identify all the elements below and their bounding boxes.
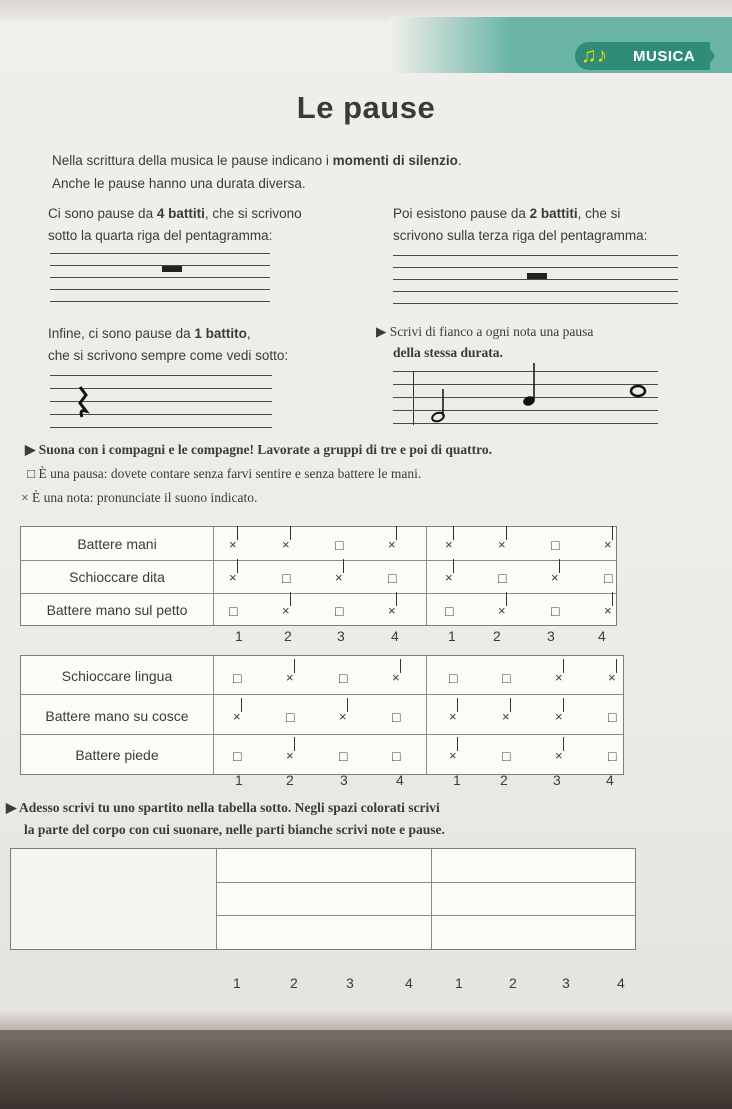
half-rest-symbol	[527, 273, 547, 279]
note-x-icon: ×	[551, 570, 559, 585]
rest-box-icon: □	[282, 570, 291, 586]
staff-2-beat-rest	[393, 255, 678, 305]
quarter-note	[521, 361, 541, 411]
beat-number: 1	[448, 628, 456, 644]
staff-4-beat-rest	[50, 253, 270, 305]
beat-number: 2	[500, 772, 508, 788]
beat-number: 3	[547, 628, 555, 644]
beat-number: 2	[509, 975, 517, 991]
instruction-1: ▶ Suona con i compagni e le compagne! Lavorate a gruppi di tre e poi di quattro.	[25, 442, 493, 457]
note-x-icon: ×	[449, 709, 457, 724]
note-x-icon: ×	[449, 748, 457, 763]
table2-row-label: Schioccare lingua	[61, 668, 173, 684]
section-badge	[575, 42, 710, 70]
beat-number: 2	[284, 628, 292, 644]
note-x-icon: ×	[555, 748, 563, 763]
beat-number: 2	[493, 628, 501, 644]
left-para-1: Ci sono pause da 4 battiti, che si scrivono	[48, 206, 302, 221]
table1-row-label: Battere mano sul petto	[46, 602, 188, 618]
rest-box-icon: □	[335, 603, 344, 619]
note-x-icon: ×	[282, 537, 290, 552]
beat-number: 3	[346, 975, 354, 991]
note-x-icon: ×	[388, 537, 396, 552]
beat-number: 4	[606, 772, 614, 788]
staff-1-beat-rest	[50, 375, 272, 429]
badge-arrow	[705, 42, 715, 70]
rhythm-table-1	[20, 526, 617, 626]
note-x-icon: ×	[282, 603, 290, 618]
rest-box-icon: □	[233, 670, 242, 686]
beat-number: 1	[235, 628, 243, 644]
note-x-icon: ×	[555, 670, 563, 685]
beat-number: 4	[598, 628, 606, 644]
beat-number: 2	[286, 772, 294, 788]
note-x-icon: ×	[555, 709, 563, 724]
rest-box-icon: □	[608, 709, 617, 725]
rest-box-icon: □	[498, 570, 507, 586]
whole-rest-symbol	[162, 266, 182, 272]
table1-row-label: Battere mani	[77, 536, 157, 552]
final-instruction-1: ▶ Adesso scrivi tu uno spartito nella tabella sotto. Negli spazi colorati scrivi	[6, 800, 440, 815]
intro-line-2: Anche le pause hanno una durata diversa.	[52, 176, 306, 191]
left-para-2: sotto la quarta riga del pentagramma:	[48, 228, 273, 243]
rest-box-icon: □	[502, 748, 511, 764]
rest-box-icon: □	[233, 748, 242, 764]
left-para-3: Infine, ci sono pause da 1 battito,	[48, 326, 251, 341]
beat-number: 3	[337, 628, 345, 644]
instruction-3: × È una nota: pronunciate il suono indicato.	[21, 490, 258, 505]
beat-number: 3	[340, 772, 348, 788]
staff-exercise	[393, 371, 658, 425]
note-x-icon: ×	[498, 603, 506, 618]
beat-number: 1	[455, 975, 463, 991]
note-x-icon: ×	[392, 670, 400, 685]
rest-box-icon: □	[392, 709, 401, 725]
rest-box-icon: □	[392, 748, 401, 764]
note-x-icon: ×	[339, 709, 347, 724]
right-para-1: Poi esistono pause da 2 battiti, che si	[393, 206, 621, 221]
intro-line-1: Nella scrittura della musica le pause indicano i momenti di silenzio.	[52, 153, 462, 168]
rest-box-icon: □	[551, 537, 560, 553]
whole-note	[629, 384, 647, 398]
note-x-icon: ×	[233, 709, 241, 724]
music-notes-icon: ♫♪	[581, 44, 608, 67]
note-x-icon: ×	[229, 570, 237, 585]
left-para-4: che si scrivono sempre come vedi sotto:	[48, 348, 289, 363]
empty-score-table[interactable]	[10, 848, 636, 950]
quarter-rest-symbol	[76, 385, 90, 419]
final-instruction-2: la parte del corpo con cui suonare, nelle parti bianche scrivi note e pause.	[24, 822, 445, 837]
note-x-icon: ×	[445, 537, 453, 552]
rest-box-icon: □	[449, 670, 458, 686]
right-para-2: scrivono sulla terza riga del pentagramma:	[393, 228, 648, 243]
rest-box-icon: □	[445, 603, 454, 619]
beat-number: 4	[617, 975, 625, 991]
rest-box-icon: □	[608, 748, 617, 764]
note-x-icon: ×	[445, 570, 453, 585]
page-title: Le pause	[296, 90, 436, 125]
beat-number: 1	[233, 975, 241, 991]
rest-box-icon: □	[339, 748, 348, 764]
table2-row-label: Battere mano su cosce	[45, 708, 189, 724]
note-x-icon: ×	[604, 537, 612, 552]
half-note	[431, 389, 451, 423]
beat-number: 1	[453, 772, 461, 788]
exercise-1-text: ▶ Scrivi di fianco a ogni nota una pausa	[376, 324, 594, 339]
beat-number: 4	[391, 628, 399, 644]
note-x-icon: ×	[502, 709, 510, 724]
beat-number: 3	[553, 772, 561, 788]
note-x-icon: ×	[604, 603, 612, 618]
rest-box-icon: □	[286, 709, 295, 725]
table1-row-label: Schioccare dita	[69, 569, 165, 585]
exercise-1-text-2: della stessa durata.	[393, 345, 503, 360]
rest-box-icon: □	[502, 670, 511, 686]
note-x-icon: ×	[335, 570, 343, 585]
section-label: MUSICA	[633, 48, 696, 65]
beat-number: 4	[405, 975, 413, 991]
rest-box-icon: □	[551, 603, 560, 619]
note-x-icon: ×	[286, 670, 294, 685]
note-x-icon: ×	[286, 748, 294, 763]
note-x-icon: ×	[388, 603, 396, 618]
note-x-icon: ×	[229, 537, 237, 552]
instruction-2: □ È una pausa: dovete contare senza farvi sentire e senza battere le mani.	[27, 466, 422, 481]
rhythm-table-2	[20, 655, 624, 775]
rest-box-icon: □	[339, 670, 348, 686]
rest-box-icon: □	[335, 537, 344, 553]
note-x-icon: ×	[498, 537, 506, 552]
beat-number: 3	[562, 975, 570, 991]
beat-number: 1	[235, 772, 243, 788]
rest-box-icon: □	[229, 603, 238, 619]
beat-number: 2	[290, 975, 298, 991]
rest-box-icon: □	[604, 570, 613, 586]
note-x-icon: ×	[608, 670, 616, 685]
beat-number: 4	[396, 772, 404, 788]
rest-box-icon: □	[388, 570, 397, 586]
table2-row-label: Battere piede	[75, 747, 159, 763]
desk-background	[0, 1030, 732, 1109]
